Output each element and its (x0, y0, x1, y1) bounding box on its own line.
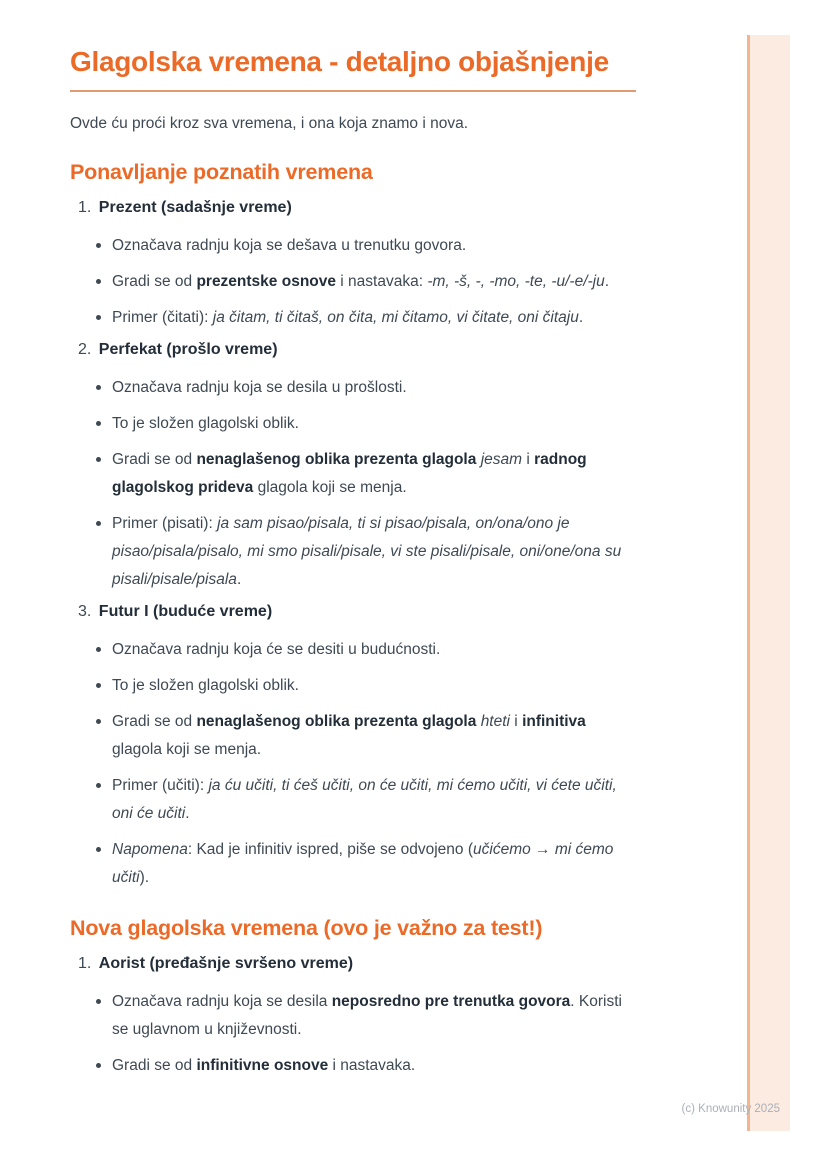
bullet-item (95, 232, 636, 260)
bullet-list (70, 232, 636, 332)
numbered-item (70, 196, 636, 332)
text-run: Primer (učiti): (112, 777, 209, 794)
numbered-item (70, 338, 636, 594)
text-run: To je složen glagolski oblik. (112, 415, 299, 432)
bullet-list (70, 636, 636, 892)
bullet-item (95, 304, 636, 332)
text-run: hteti (480, 713, 510, 730)
bullet-item (95, 410, 636, 438)
document-content (70, 0, 636, 1080)
bullet-item (95, 268, 636, 296)
text-run: . (604, 273, 610, 290)
numbered-item (70, 600, 636, 892)
bullet-list (70, 374, 636, 594)
text-run: i (510, 713, 523, 730)
bullet-item (95, 672, 636, 700)
bullet-list (70, 988, 636, 1080)
intro-text: Ovde ću proći kroz sva vremena, i ona koja znamo i nova. (70, 115, 469, 132)
text-run: -m, -š, -, -mo, -te, -u/-e/-ju (427, 273, 605, 290)
text-run: Gradi se od (112, 451, 197, 468)
text-run: i nastavaka. (328, 1057, 416, 1074)
bullet-item (95, 708, 636, 764)
item-title: Futur I (buduće vreme) (98, 603, 273, 620)
text-run: Primer (pisati): (112, 515, 218, 532)
text-run: učićemo → mi ćemo učiti (112, 841, 614, 886)
text-run: neposredno pre trenutka govora (331, 993, 571, 1010)
text-run: Gradi se od (112, 713, 197, 730)
text-run: ). (139, 869, 150, 886)
text-run: nenaglašenog oblika prezenta glagola (196, 713, 477, 730)
item-number: 1. (78, 955, 92, 972)
item-number: 2. (78, 341, 92, 358)
bullet-item (95, 988, 636, 1044)
text-run: Označava radnju koja se desila u prošlosti. (112, 379, 407, 396)
text-run: . (236, 571, 242, 588)
text-run: . (185, 805, 190, 822)
item-heading (70, 338, 636, 361)
item-heading (70, 196, 636, 219)
item-heading (70, 600, 636, 623)
item-number: 3. (78, 603, 92, 620)
text-run: : Kad je infinitiv ispred, piše se odvojeno ( (187, 841, 474, 858)
bullet-item (95, 446, 636, 502)
text-run: ja čitam, ti čitaš, on čita, mi čitamo, vi čitate, oni čitaju (212, 309, 579, 326)
bullet-item (95, 636, 636, 664)
bullet-item (95, 510, 636, 594)
text-run: i nastavaka: (336, 273, 428, 290)
section-heading: Ponavljanje poznatih vremena (70, 160, 373, 184)
copyright-text: (c) Knowunity 2025 (681, 1103, 780, 1115)
text-run: Označava radnju koja se desila (112, 993, 332, 1010)
text-run: Primer (čitati): (112, 309, 213, 326)
text-run: glagola koji se menja. (112, 741, 262, 758)
text-run: glagola koji se menja. (253, 479, 407, 496)
text-run: Napomena (112, 841, 188, 858)
text-run: . Koristi se uglavnom u književnosti. (112, 993, 622, 1038)
text-run: Označava radnju koja će se desiti u budućnosti. (112, 641, 441, 658)
text-run: ja ću učiti, ti ćeš učiti, on će učiti, mi ćemo učiti, vi ćete učiti, oni će učiti (112, 777, 617, 822)
text-run: Gradi se od (112, 273, 197, 290)
item-number: 1. (78, 199, 92, 216)
item-title: Prezent (sadašnje vreme) (98, 199, 292, 216)
text-run: . (578, 309, 584, 326)
item-heading (70, 952, 636, 975)
text-run: To je složen glagolski oblik. (112, 677, 299, 694)
text-run: jesam (480, 451, 523, 468)
section (70, 914, 636, 1080)
text-run: i (522, 451, 535, 468)
item-title: Aorist (pređašnje svršeno vreme) (98, 955, 354, 972)
text-run: Označava radnju koja se dešava u trenutku govora. (112, 237, 467, 254)
bullet-item (95, 374, 636, 402)
text-run: radnog glagolskog prideva (112, 451, 587, 496)
item-title: Perfekat (prošlo vreme) (98, 341, 278, 358)
bullet-item (95, 1052, 636, 1080)
text-run: Gradi se od (112, 1057, 197, 1074)
bullet-item (95, 772, 636, 828)
text-run: infinitiva (522, 713, 586, 730)
text-run: infinitivne osnove (196, 1057, 329, 1074)
numbered-item (70, 952, 636, 1080)
section (70, 158, 636, 892)
text-run: ja sam pisao/pisala, ti si pisao/pisala, on/ona/ono je pisao/pisala/pisalo, mi smo pisali/pisale, vi ste pisali/pisale, oni/one/ona su pisali/pisale/pisala (112, 515, 622, 588)
text-run: prezentske osnove (196, 273, 336, 290)
sections-container (70, 158, 636, 1080)
section-heading: Nova glagolska vremena (ovo je važno za test!) (70, 916, 543, 940)
title-underline (70, 90, 636, 92)
page-title: Glagolska vremena - detaljno objašnjenje (70, 46, 609, 77)
side-accent-strip (747, 35, 790, 1131)
text-run: nenaglašenog oblika prezenta glagola (196, 451, 477, 468)
bullet-item (95, 836, 636, 892)
